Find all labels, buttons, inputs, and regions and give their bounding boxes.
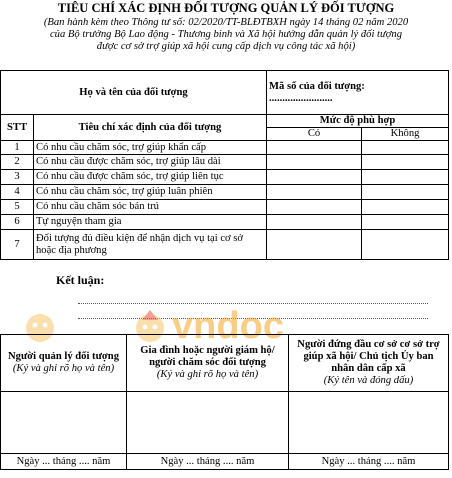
signature-date: Ngày ... tháng .... năm (289, 454, 449, 470)
row-text: Đối tượng đủ điều kiện để nhận dịch vụ tại cơ sở hoặc địa phương (34, 230, 267, 260)
signature-header-1 (1, 335, 127, 392)
signature-note: (Ký và ghi rõ họ và tên) (156, 369, 259, 380)
yes-header: Có (267, 128, 362, 141)
row-text: Có nhu cầu chăm sóc, trợ giúp luân phiên (34, 185, 267, 200)
row-stt: 3 (1, 170, 34, 185)
signature-title: Người đứng đầu cơ sở cơ sở trợ giúp xã hội/ Chủ tịch Ủy ban nhân dân cấp xã (297, 339, 440, 374)
row-stt: 4 (1, 185, 34, 200)
conclusion-label: Kết luận: (56, 273, 105, 287)
no-cell[interactable] (362, 155, 449, 170)
signature-title: Người quản lý đối tượng (8, 351, 119, 362)
watermark-text: vndoc (172, 305, 284, 347)
criteria-table (0, 70, 449, 260)
conclusion-line[interactable] (78, 318, 428, 319)
row-text: Có nhu cầu chăm sóc, trợ giúp khẩn cấp (34, 141, 267, 155)
row-stt: 7 (1, 230, 34, 260)
code-placeholder: ........................ (269, 92, 333, 104)
signature-table (0, 334, 449, 470)
row-stt: 5 (1, 200, 34, 215)
criteria-header: Tiêu chí xác định của đối tượng (34, 115, 267, 141)
yes-cell[interactable] (267, 230, 362, 260)
signature-note: (Ký và ghi rõ họ và tên) (12, 363, 115, 374)
row-text: Tự nguyện tham gia (34, 215, 267, 230)
signature-header-3 (289, 335, 449, 392)
row-stt: 2 (1, 155, 34, 170)
yes-cell[interactable] (267, 170, 362, 185)
signature-space[interactable] (127, 392, 289, 454)
no-cell[interactable] (362, 170, 449, 185)
name-label: Họ và tên của đối tượng (1, 71, 267, 115)
yes-cell[interactable] (267, 185, 362, 200)
row-stt: 6 (1, 215, 34, 230)
conclusion-line[interactable] (78, 303, 428, 304)
level-header: Mức độ phù hợp (267, 115, 449, 128)
subtitle-line-2: của Bộ trưởng Bộ Lao động - Thương binh và Xã hội hướng dẫn quản lý đối tượng (49, 29, 403, 40)
no-cell[interactable] (362, 141, 449, 155)
row-text: Có nhu cầu được chăm sóc, trợ giúp lâu dài (34, 155, 267, 170)
no-cell[interactable] (362, 200, 449, 215)
row-text: Có nhu cầu được chăm sóc, trợ giúp liên tục (34, 170, 267, 185)
signature-date: Ngày ... tháng .... năm (1, 454, 127, 470)
signature-note: (Ký tên và đóng dấu) (323, 375, 414, 386)
row-text: Có nhu cầu chăm sóc bán trú (34, 200, 267, 215)
document-title: TIÊU CHÍ XÁC ĐỊNH ĐỐI TƯỢNG QUẢN LÝ ĐỐI TƯỢNG (57, 1, 395, 15)
yes-cell[interactable] (267, 215, 362, 230)
yes-cell[interactable] (267, 155, 362, 170)
code-label: Mã số của đối tượng: (269, 80, 365, 92)
code-cell[interactable] (267, 71, 449, 115)
no-header: Không (362, 128, 449, 141)
no-cell[interactable] (362, 185, 449, 200)
subtitle-line-1: (Ban hành kèm theo Thông tư số: 02/2020/TT-BLĐTBXH ngày 14 tháng 02 năm 2020 (43, 17, 409, 28)
signature-space[interactable] (1, 392, 127, 454)
signature-space[interactable] (289, 392, 449, 454)
yes-cell[interactable] (267, 200, 362, 215)
no-cell[interactable] (362, 230, 449, 260)
signature-title: Gia đình hoặc người giám hộ/ người chăm sóc đối tượng (140, 345, 275, 368)
stt-header: STT (1, 115, 34, 141)
signature-header-2 (127, 335, 289, 392)
row-stt: 1 (1, 141, 34, 155)
signature-date: Ngày ... tháng .... năm (127, 454, 289, 470)
yes-cell[interactable] (267, 141, 362, 155)
subtitle-line-3: được cơ sở trợ giúp xã hội cung cấp dịch vụ công tác xã hội) (96, 41, 356, 52)
no-cell[interactable] (362, 215, 449, 230)
